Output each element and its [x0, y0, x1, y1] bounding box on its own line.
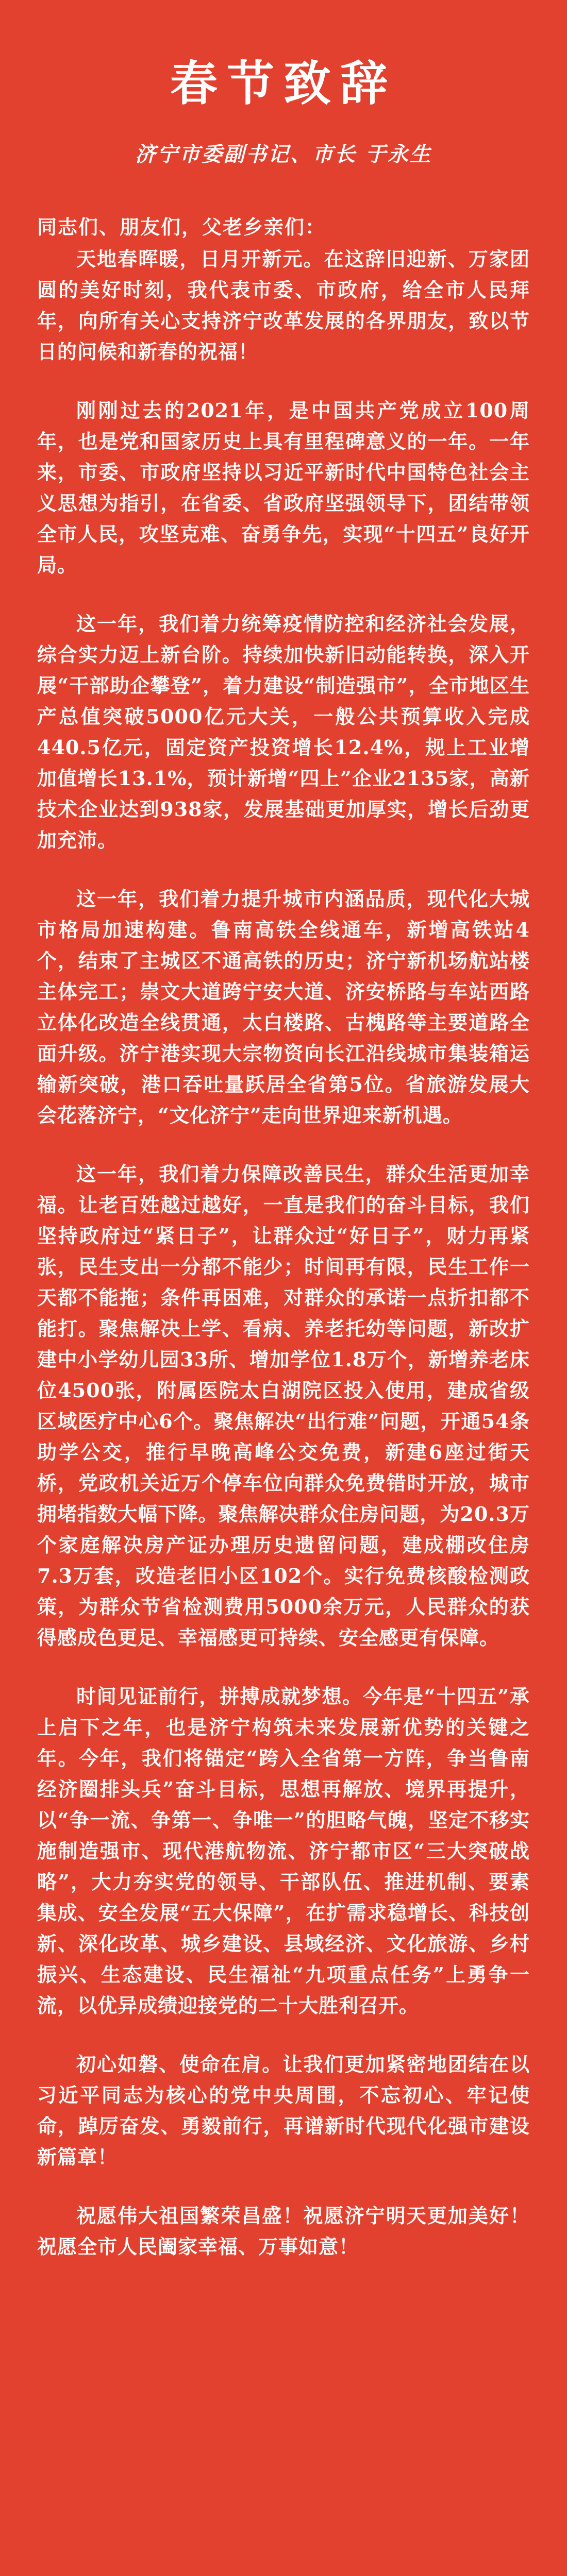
- greeting-line: 同志们、朋友们，父老乡亲们：: [37, 215, 326, 239]
- paragraph-blessing: 祝愿伟大祖国繁荣昌盛！祝愿济宁明天更加美好！祝愿全市人民阖家幸福、万事如意！: [37, 2204, 530, 2258]
- paragraph-call-to-action: 初心如磐、使命在肩。让我们更加紧密地团结在以习近平同志为核心的党中央周围，不忘初心、牢记使命，踔厉奋发、勇毅前行，再谱新时代现代化强市建设新篇章！: [37, 2052, 530, 2168]
- paragraph-2021-review: 刚刚过去的2021年，是中国共产党成立100周年，也是党和国家历史上具有里程碑意义的一年。一年来，市委、市政府坚持以习近平新时代中国特色社会主义思想为指引，在省委、省政府坚强领导下，团结带领全市人民，攻坚克难、奋勇争先，实现“十四五”良好开局。: [37, 398, 530, 577]
- address-body: [37, 244, 530, 2262]
- paragraph-2022-plan: 时间见证前行，拼搏成就梦想。今年是“十四五”承上启下之年，也是济宁构筑未来发展新优势的关键之年。今年，我们将锚定“跨入全省第一方阵，争当鲁南经济圈排头兵”奋斗目标，思想再解放、境界再提升，以“争一流、争第一、争唯一”的胆略气魄，坚定不移实施制造强市、现代港航物流、济宁都市区“三大突破战略”，大力夯实党的领导、干部队伍、推进机制、要素集成、安全发展“五大保障”，在扩需求稳增长、科技创新、深化改革、城乡建设、县域经济、文化旅游、乡村振兴、生态建设、民生福祉“九项重点任务”上勇争一流，以优异成绩迎接党的二十大胜利召开。: [37, 1684, 530, 2017]
- page-title: 春节致辞: [170, 56, 397, 111]
- paragraph-city-development: 这一年，我们着力提升城市内涵品质，现代化大城市格局加速构建。鲁南高铁全线通车，新增高铁站4个，结束了主城区不通高铁的历史；济宁新机场航站楼主体完工；崇文大道跨宁安大道、济安桥路与车站西路立体化改造全线贯通，太白楼路、古槐路等主要道路全面升级。济宁港实现大宗物资向长江沿线城市集装箱运输新突破，港口吞吐量跃居全省第5位。省旅游发展大会花落济宁，“文化济宁”走向世界迎来新机遇。: [37, 887, 530, 1127]
- paragraph-economy: 这一年，我们着力统筹疫情防控和经济社会发展，综合实力迈上新台阶。持续加快新旧动能转换，深入开展“干部助企攀登”，着力建设“制造强市”，全市地区生产总值突破5000亿元大关，一般公共预算收入完成440.5亿元，固定资产投资增长12.4%，规上工业增加值增长13.1%，预计新增“四上”企业2135家，高新技术企业达到938家，发展基础更加厚实，增长后劲更加充沛。: [37, 612, 530, 852]
- paragraph-opening: 天地春晖暖，日月开新元。在这辞旧迎新、万家团圆的美好时刻，我代表市委、市政府，给全市人民拜年，向所有关心支持济宁改革发展的各界朋友，致以节日的问候和新春的祝福！: [37, 247, 530, 363]
- paragraph-livelihood: 这一年，我们着力保障改善民生，群众生活更加幸福。让老百姓越过越好，一直是我们的奋斗目标，我们坚持政府过“紧日子”，让群众过“好日子”，财力再紧张，民生支出一分都不能少；时间再有限，民生工作一天都不能拖；条件再困难，对群众的承诺一点折扣都不能打。聚焦解决上学、看病、养老托幼等问题，新改扩建中小学幼儿园33所、增加学位1.8万个，新增养老床位4500张，附属医院太白湖院区投入使用，建成省级区域医疗中心6个。聚焦解决“出行难”问题，开通54条助学公交，推行早晚高峰公交免费，新建6座过街天桥，党政机关近万个停车位向群众免费错时开放，城市拥堵指数大幅下降。聚焦解决群众住房问题，为20.3万个家庭解决房产证办理历史遗留问题，建成棚改住房7.3万套，改造老旧小区102个。实行免费核酸检测政策，为群众节省检测费用5000余万元，人民群众的获得感成色更足、幸福感更可持续、安全感更有保障。: [37, 1162, 530, 1649]
- author-byline: 济宁市委副书记、市长 于永生: [135, 142, 432, 166]
